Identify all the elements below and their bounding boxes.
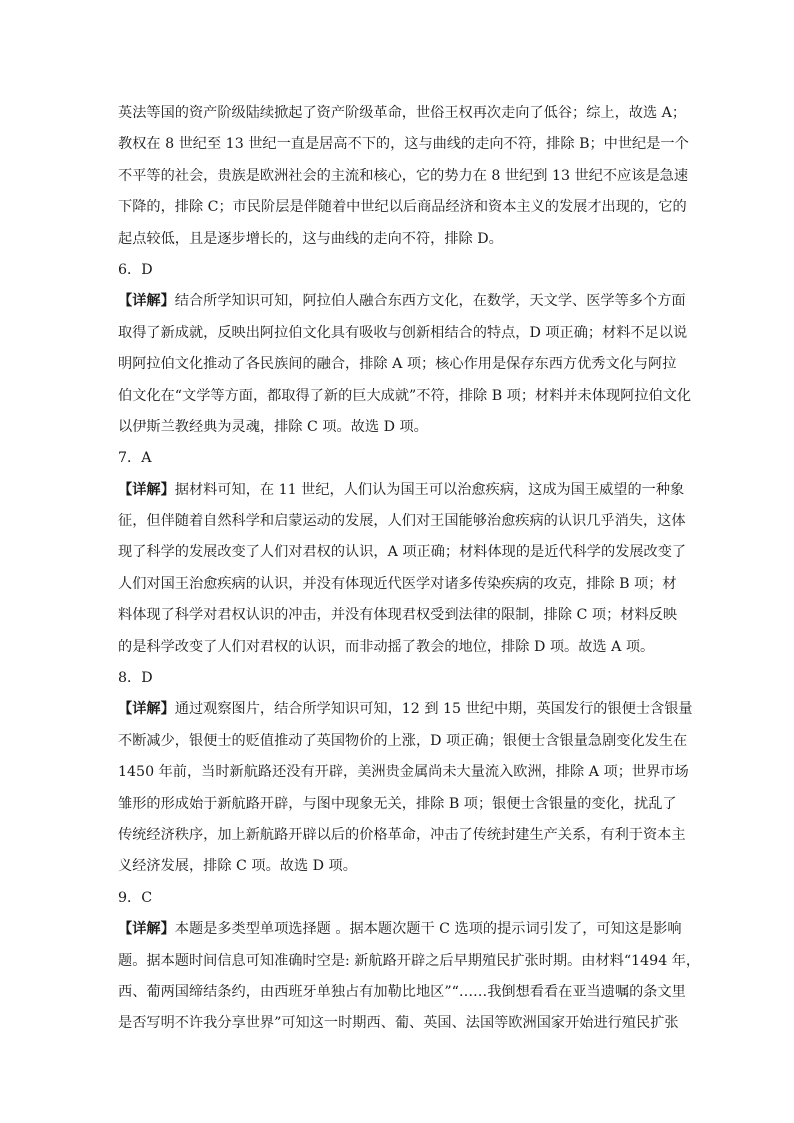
document-page xyxy=(118,98,701,1040)
text-line xyxy=(118,726,688,757)
text-line xyxy=(118,600,678,631)
text-line xyxy=(118,946,701,977)
text-line xyxy=(118,569,678,600)
line-text: 7．A xyxy=(118,450,152,467)
line-text: 8．D xyxy=(118,670,153,687)
text-line xyxy=(118,1008,678,1039)
text-line xyxy=(118,318,688,349)
detail-tag: 【详解】 xyxy=(118,701,175,718)
text-line xyxy=(118,757,689,788)
text-line xyxy=(118,914,682,945)
line-text: 征，但伴随着自然科学和启蒙运动的发展，人们对王国能够治愈疾病的认识几乎消失，这体 xyxy=(118,513,686,530)
line-text: 是否写明不许我分享世界”可知这一时期西、葡、英国、法国等欧洲国家开始进行殖民扩张 xyxy=(118,1015,679,1032)
line-text: 的是科学改变了人们对君权的认识，而非动摇了教会的地位，排除 D 项。故选 A 项。 xyxy=(118,638,655,655)
text-line xyxy=(118,475,685,506)
detail-tag: 【详解】 xyxy=(118,481,175,498)
line-text: 现了科学的发展改变了人们对君权的认识，A 项正确；材料体现的是近代科学的发展改变了 xyxy=(118,544,687,561)
text-line xyxy=(118,820,686,851)
line-text: 料体现了科学对君权认识的冲击，并没有体现君权受到法律的限制，排除 C 项；材料反映 xyxy=(118,607,678,624)
text-line xyxy=(118,286,686,317)
line-text: 以伊斯兰教经典为灵魂，排除 C 项。故选 D 项。 xyxy=(118,418,428,435)
text-line xyxy=(118,537,687,568)
line-text: 起点较低，且是逐步增长的，这与曲线的走向不符，排除 D。 xyxy=(118,230,503,247)
line-text: 1450 年前，当时新航路还没有开辟，美洲贵金属尚未大量流入欧洲，排除 A 项；世界市场 xyxy=(118,764,689,781)
text-line xyxy=(118,443,678,474)
line-text: 不断减少，银便士的贬值推动了英国物价的上涨，D 项正确；银便士含银量急剧变化发生在 xyxy=(118,732,688,749)
text-line xyxy=(118,694,693,725)
line-text: 6．D xyxy=(118,261,153,278)
line-text: 西、葡两国缔结条约，由西班牙单独占有加勒比地区”“……我倒想看看在亚当遗嘱的条文里 xyxy=(118,983,686,1000)
line-text: 通过观察图片，结合所学知识可知，12 到 15 世纪中期，英国发行的银便士含银量 xyxy=(174,701,693,718)
text-line xyxy=(118,883,678,914)
text-line xyxy=(118,789,678,820)
text-line xyxy=(118,161,689,192)
line-text: 雏形的形成始于新航路开辟，与图中现象无关，排除 B 项；银便士含银量的变化，扰乱了 xyxy=(118,795,677,812)
text-line xyxy=(118,224,678,255)
line-text: 教权在 8 世纪至 13 世纪一直是居高不下的，这与曲线的走向不符，排除 B；中世纪是一个 xyxy=(118,136,689,153)
line-text: 英法等国的资产阶级陆续掀起了资产阶级革命，世俗王权再次走向了低谷；综上，故选 A； xyxy=(118,105,687,121)
text-line xyxy=(118,632,678,663)
text-line xyxy=(118,851,678,882)
line-text: 人们对国王治愈疾病的认识，并没有体现近代医学对诸多传染疾病的攻克，排除 B 项；材 xyxy=(118,575,677,592)
line-text: 9．C xyxy=(118,889,153,906)
line-text: 传统经济秩序，加上新航路开辟以后的价格革命，冲击了传统封建生产关系，有利于资本主 xyxy=(118,826,686,843)
line-text: 本题是多类型单项选择题 。据本题次题干 C 选项的提示词引发了，可知这是影响 xyxy=(174,921,682,938)
text-line xyxy=(118,98,687,129)
line-text: 义经济发展，排除 C 项。故选 D 项。 xyxy=(118,858,357,875)
detail-tag: 【详解】 xyxy=(118,921,175,938)
text-line xyxy=(118,129,689,160)
line-text: 不平等的社会，贵族是欧洲社会的主流和核心，它的势力在 8 世纪到 13 世纪不应该是急速 xyxy=(118,167,689,184)
detail-tag: 【详解】 xyxy=(118,293,175,310)
text-line xyxy=(118,381,692,412)
line-text: 题。据本题时间信息可知准确时空是: 新航路开辟之后早期殖民扩张时期。由材料“1494 年， xyxy=(118,952,701,969)
text-line xyxy=(118,349,678,380)
text-line xyxy=(118,412,678,443)
line-text: 取得了新成就，反映出阿拉伯文化具有吸收与创新相结合的特点，D 项正确；材料不足以说 xyxy=(118,324,688,341)
text-line xyxy=(118,663,678,694)
line-text: 结合所学知识可知，阿拉伯人融合东西方文化，在数学，天文学、医学等多个方面 xyxy=(174,293,686,310)
line-text: 明阿拉伯文化推动了各民族间的融合，排除 A 项；核心作用是保存东西方优秀文化与阿拉 xyxy=(118,356,677,373)
line-text: 伯文化在“文学等方面，都取得了新的巨大成就”不符，排除 B 项；材料并未体现阿拉伯文化 xyxy=(118,387,692,404)
text-line xyxy=(118,255,678,286)
text-line xyxy=(118,977,686,1008)
text-line xyxy=(118,192,687,223)
line-text: 下降的，排除 C；市民阶层是伴随着中世纪以后商品经济和资本主义的发展才出现的，它的 xyxy=(118,199,687,216)
text-line xyxy=(118,506,686,537)
line-text: 据材料可知，在 11 世纪，人们认为国王可以治愈疾病，这成为国王威望的一种象 xyxy=(174,481,685,498)
